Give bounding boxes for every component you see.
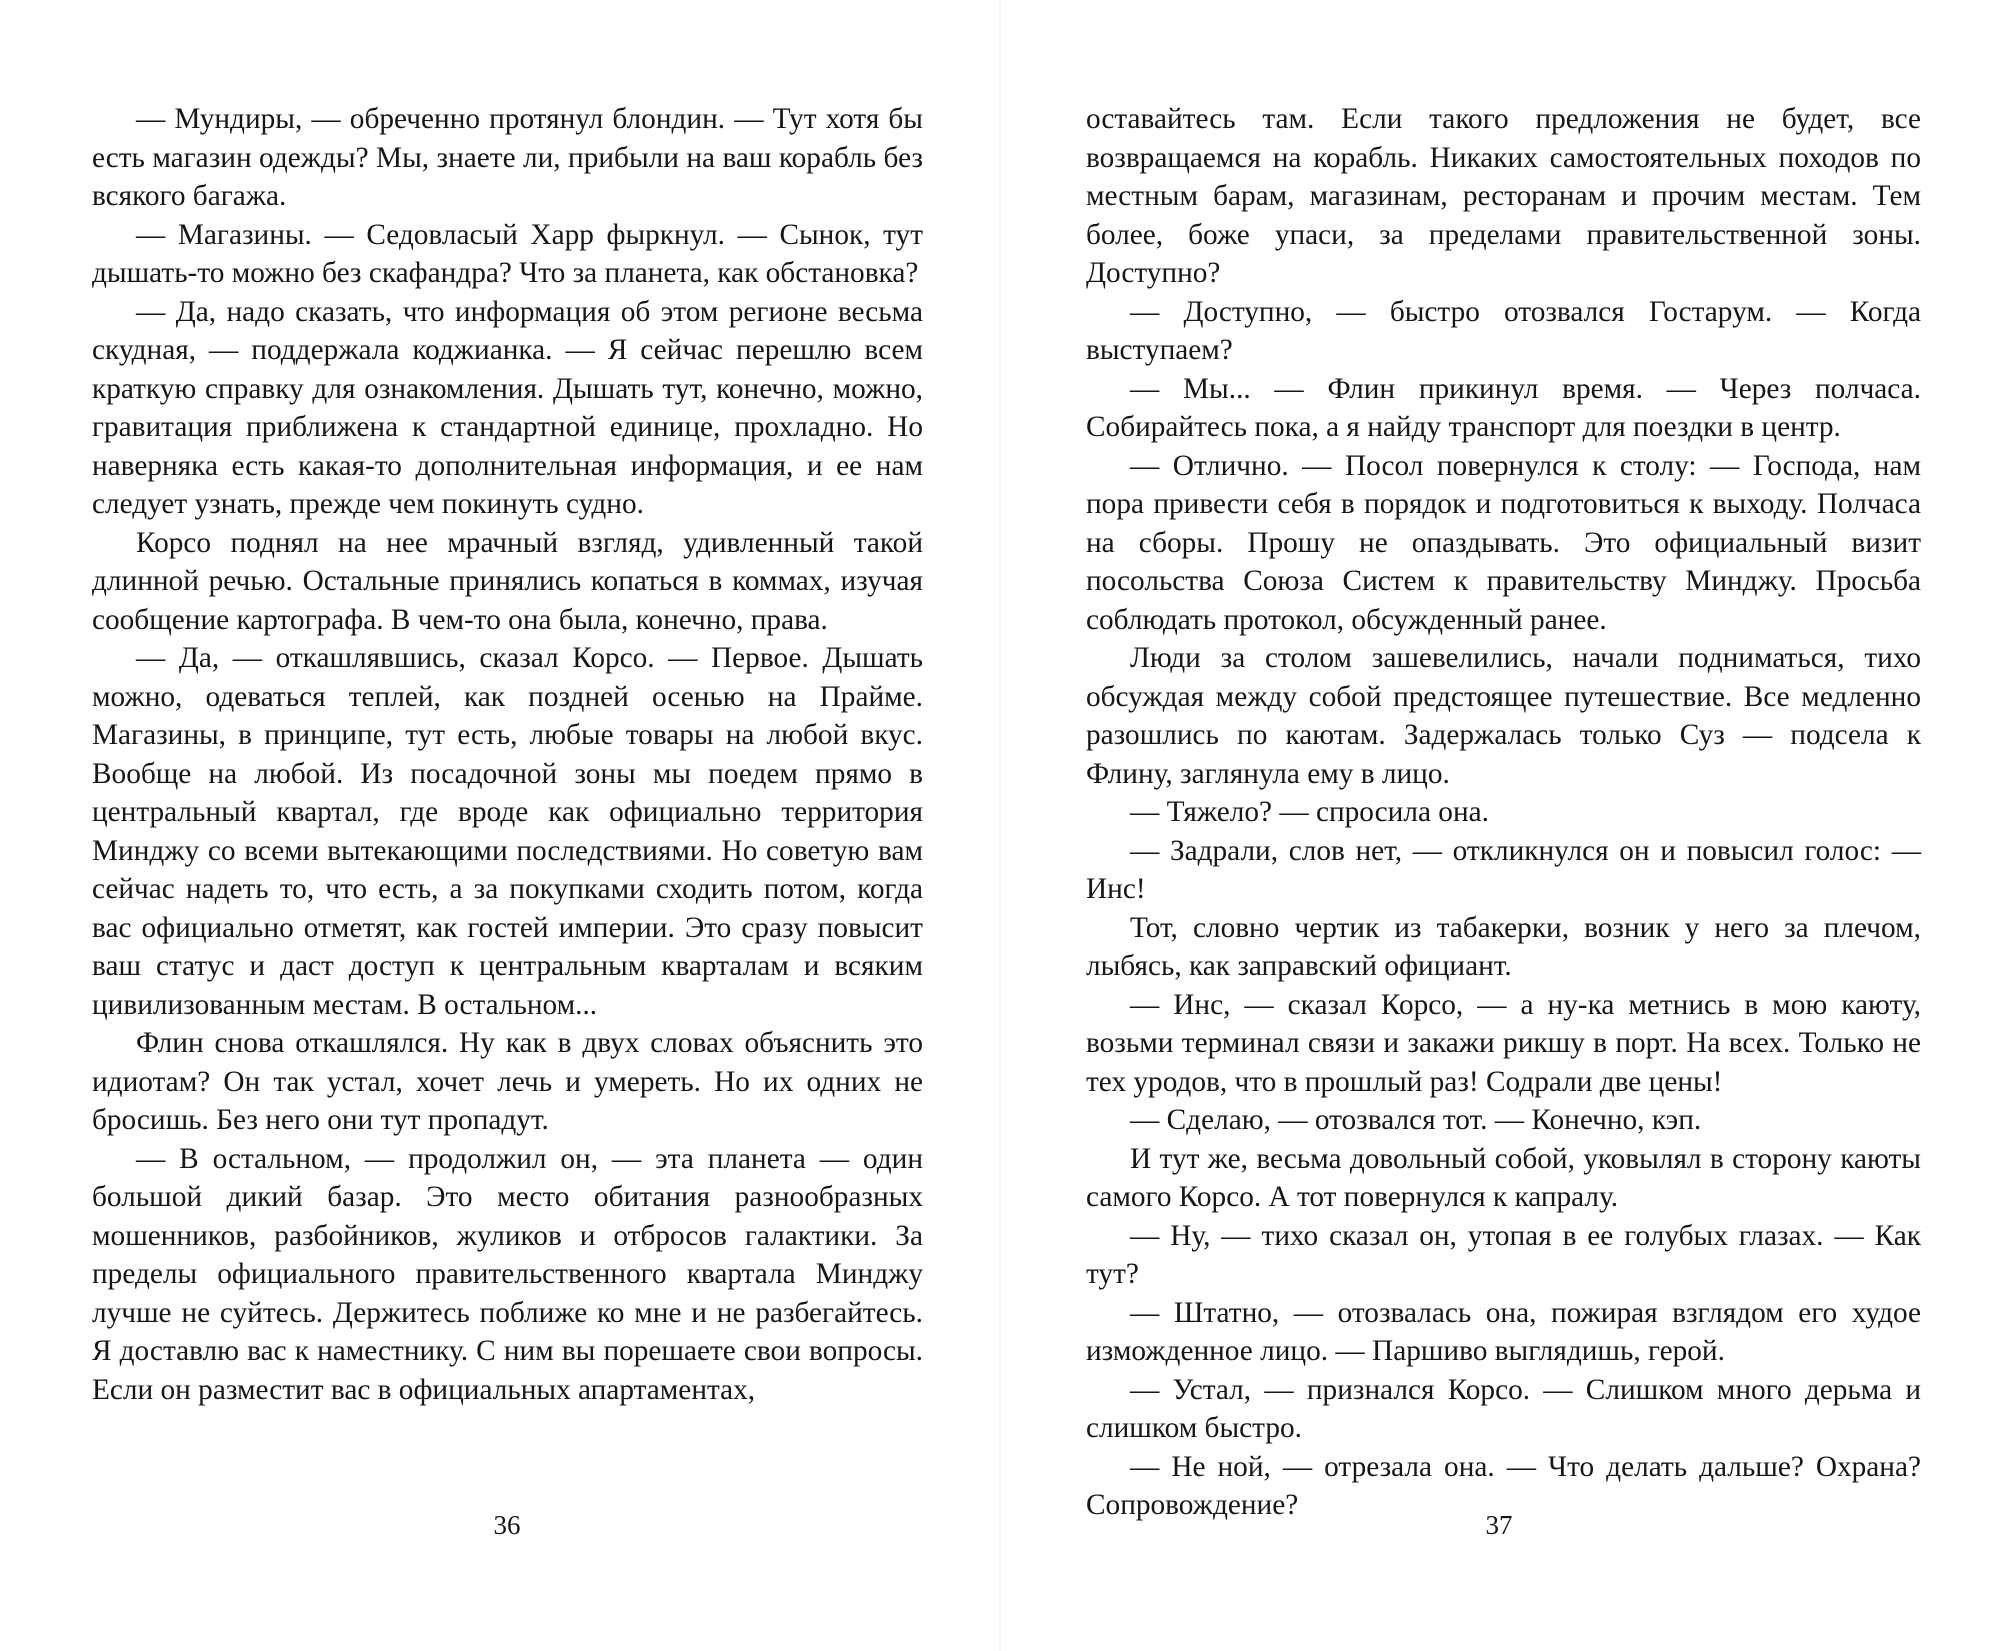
paragraph: Корсо поднял на нее мрачный взгляд, удивленный такой длинной речью. Остальные принялись копаться в коммах, изучая сообщение картографа. В чем-то она была, конечно, права. — [92, 526, 923, 636]
paragraph: — Не ной, — отрезала она. — Что делать дальше? Охрана? Сопровождение? — [1086, 1450, 1921, 1521]
paragraph-continued: оставайтесь там. Если такого предложения не будет, все возвращаемся на корабль. Никаких самостоятельных походов по местным барам, магазинам, ресторанам и прочим местам. Тем более, боже упаси, за пределами правительственной зоны. Доступно? — [1086, 103, 1921, 289]
paragraph: — Да, — откашлявшись, сказал Корсо. — Первое. Дышать можно, одеваться теплей, как поздней осенью на Прайме. Магазины, в принципе, тут есть, любые товары на любой вкус. Вообще на любой. Из посадочной зоны мы поедем прямо в центральный квартал, где вроде как официально территория Минджу со всеми вытекающими последствиями. Но советую вам сейчас надеть то, что есть, а за покупками сходить потом, когда вас официально отметят, как гостей империи. Это сразу повысит ваш статус и даст доступ к центральным кварталам и всяким цивилизованным местам. В остальном... — [92, 642, 923, 1021]
paragraph: — Мундиры, — обреченно протянул блондин. — Тут хотя бы есть магазин одежды? Мы, знаете ли, прибыли на ваш корабль без всякого багажа. — [92, 103, 923, 212]
paragraph: — В остальном, — продолжил он, — эта планета — один большой дикий базар. Это место обитания разнообразных мошенников, разбойников, жуликов и отбросов галактики. За пределы официального правительственного квартала Минджу лучше не суйтесь. Держитесь поближе ко мне и не разбегайтесь. Я доставлю вас к наместнику. С ним вы порешаете свои вопросы. Если он разместит вас в официальных апартаментах, — [92, 1142, 923, 1406]
paragraph: — Штатно, — отозвалась она, пожирая взглядом его худое изможденное лицо. — Паршиво выглядишь, герой. — [1086, 1296, 1921, 1367]
page-number: 36 — [493, 1510, 521, 1540]
paragraph: — Устал, — признался Корсо. — Слишком много дерьма и слишком быстро. — [1086, 1373, 1921, 1444]
paragraph: — Задрали, слов нет, — откликнулся он и повысил голос: — Инс! — [1086, 834, 1921, 905]
right-page — [1000, 0, 2000, 1651]
paragraph: — Доступно, — быстро отозвался Гостарум. — Когда выступаем? — [1086, 295, 1921, 366]
paragraph: — Ну, — тихо сказал он, утопая в ее голубых глазах. — Как тут? — [1086, 1219, 1921, 1290]
page-number: 37 — [1485, 1510, 1513, 1540]
paragraph: — Мы... — Флин прикинул время. — Через полчаса. Собирайтесь пока, а я найду транспорт для поездки в центр. — [1086, 372, 1921, 443]
paragraph: — Да, надо сказать, что информация об этом регионе весьма скудная, — поддержала коджианка. — Я сейчас перешлю всем краткую справку для ознакомления. Дышать тут, конечно, можно, гравитация приближена к стандартной единице, прохладно. Но наверняка есть какая-то дополнительная информация, и ее нам следует узнать, прежде чем покинуть судно. — [92, 295, 923, 520]
right-page-text — [1086, 100, 1921, 1525]
left-page-text — [92, 100, 923, 1409]
paragraph: Тот, словно чертик из табакерки, возник у него за плечом, лыбясь, как заправский официант. — [1086, 911, 1921, 982]
paragraph: Флин снова откашлялся. Ну как в двух словах объяснить это идиотам? Он так устал, хочет лечь и умереть. Но их одних не бросишь. Без него они тут пропадут. — [92, 1027, 923, 1136]
paragraph: — Отлично. — Посол повернулся к столу: — Господа, нам пора привести себя в порядок и подготовиться к выходу. Полчаса на сборы. Прошу не опаздывать. Это официальный визит посольства Союза Систем к правительству Минджу. Просьба соблюдать протокол, обсужденный ранее. — [1086, 449, 1921, 636]
paragraph: И тут же, весьма довольный собой, уковылял в сторону каюты самого Корсо. А тот повернулся к капралу. — [1086, 1142, 1921, 1213]
paragraph: — Магазины. — Седовласый Харр фыркнул. — Сынок, тут дышать-то можно без скафандра? Что за планета, как обстановка? — [92, 218, 923, 289]
paragraph: — Инс, — сказал Корсо, — а ну-ка метнись в мою каюту, возьми терминал связи и закажи рикшу в порт. На всех. Только не тех уродов, что в прошлый раз! Содрали две цены! — [1086, 988, 1921, 1098]
paragraph: — Тяжело? — спросила она. — [1130, 796, 1489, 828]
paragraph: — Сделаю, — отозвался тот. — Конечно, кэп. — [1130, 1104, 1702, 1136]
paragraph: Люди за столом зашевелились, начали подниматься, тихо обсуждая между собой предстоящее путешествие. Все медленно разошлись по каютам. Задержалась только Суз — подсела к Флину, заглянула ему в лицо. — [1086, 642, 1921, 790]
